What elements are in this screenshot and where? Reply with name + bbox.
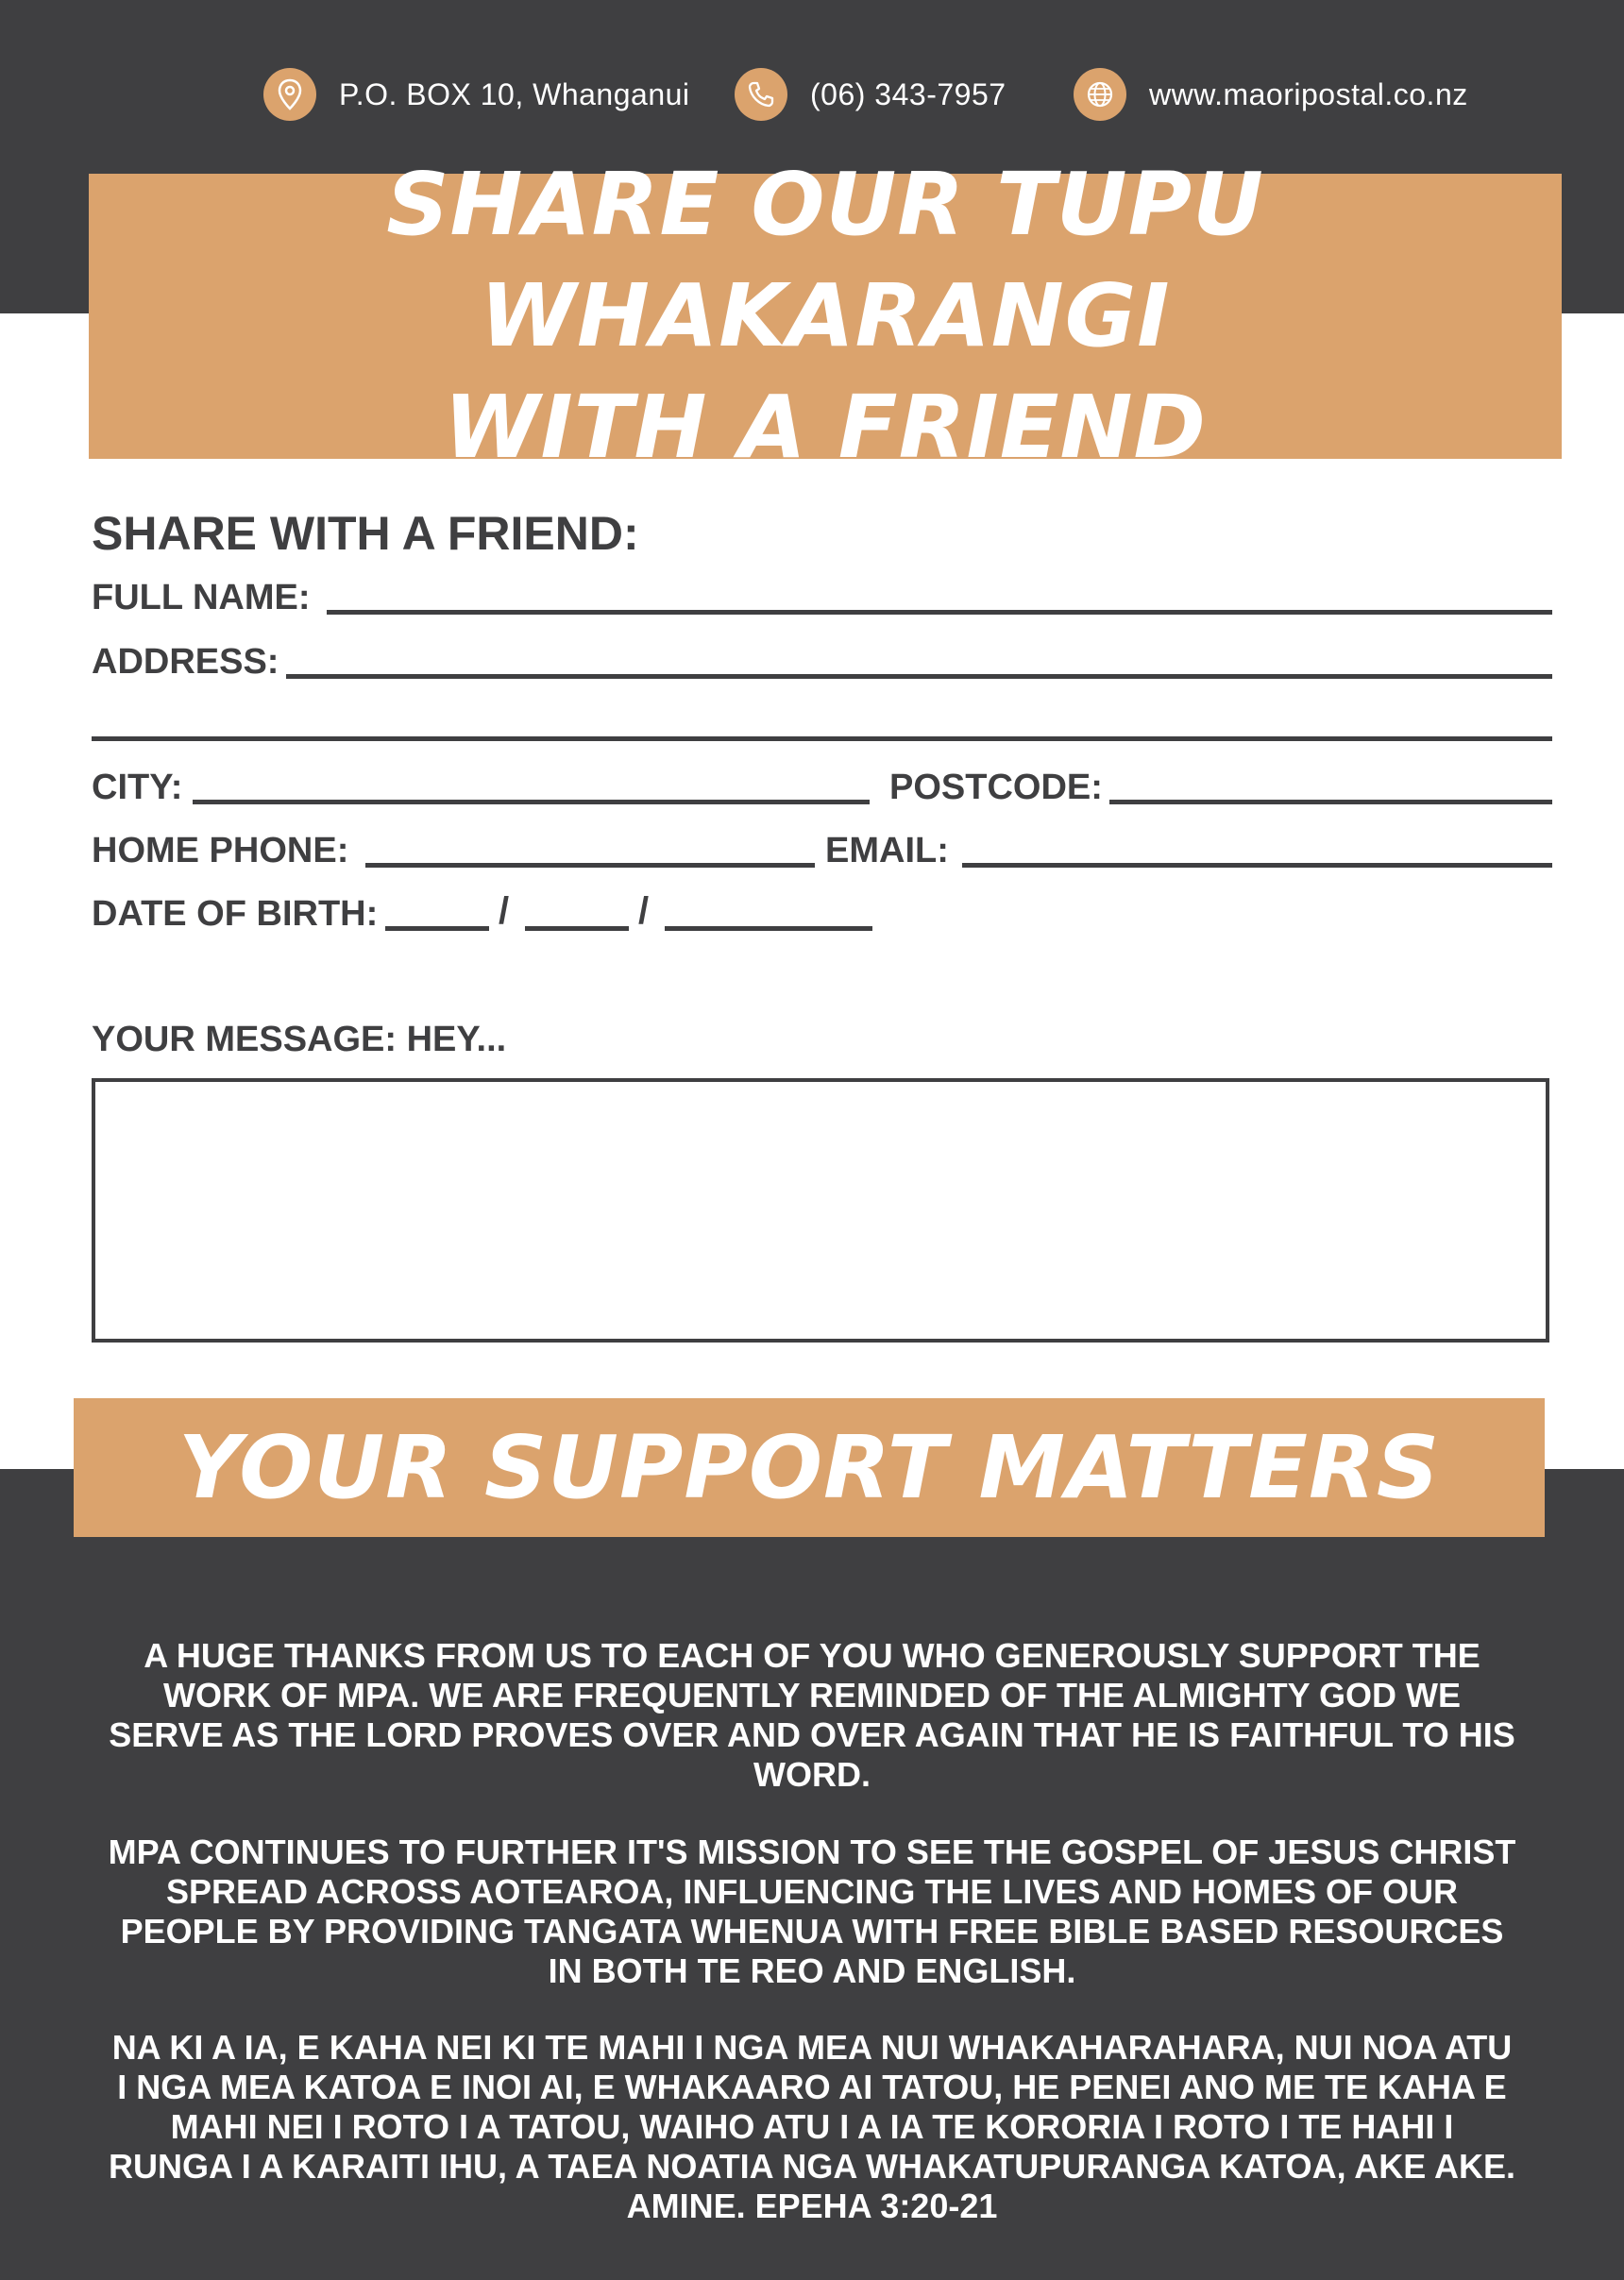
address-field-line2[interactable] — [92, 736, 1552, 741]
message-label: YOUR MESSAGE: HEY... — [92, 1020, 507, 1059]
address-text: P.O. BOX 10, Whanganui — [339, 76, 690, 111]
share-banner-line2: WITH A FRIEND — [444, 377, 1207, 478]
dob-label: DATE OF BIRTH: — [92, 894, 379, 934]
contact-phone — [735, 68, 1007, 121]
phone-icon — [735, 68, 787, 121]
support-banner — [74, 1398, 1545, 1537]
support-paragraph-3: NA KI A IA, E KAHA NEI KI TE MAHI I NGA MEA NUI WHAKAHARAHARA, NUI NOA ATU I NGA MEA KATOA E INOI AI, E WHAKAARO AI TATOU, HE PENEI ANO ME TE KAHA E MAHI NEI I ROTO I A TATOU, WAIHO ATU I A IA TE KORORIA I ROTO I TE HAHI I RUNGA I A KARAITI IHU, A TAEA NOATIA NGA WHAKATUPURANGA KATOA, AKE AKE. AMINE. EPEHA 3:20-21 — [109, 2028, 1515, 2225]
contact-address — [263, 68, 690, 121]
website-text: www.maoripostal.co.nz — [1149, 76, 1468, 111]
city-field[interactable] — [193, 800, 870, 804]
postcode-field[interactable] — [1109, 800, 1552, 804]
city-label: CITY: — [92, 768, 183, 807]
contact-website — [1074, 68, 1468, 121]
address-label: ADDRESS: — [92, 642, 279, 682]
email-label: EMAIL: — [825, 831, 949, 870]
support-paragraph-2: MPA CONTINUES TO FURTHER IT'S MISSION TO SEE THE GOSPEL OF JESUS CHRIST SPREAD ACROSS AOTEAROA, INFLUENCING THE LIVES AND HOMES OF OUR PEOPLE BY PROVIDING TANGATA WHENUA WITH FREE BIBLE BASED RESOURCES IN BOTH TE REO AND ENGLISH. — [108, 1832, 1516, 1990]
email-field[interactable] — [962, 863, 1552, 868]
share-banner-line1: SHARE OUR TUPU WHAKARANGI — [386, 154, 1264, 366]
globe-icon — [1074, 68, 1126, 121]
location-pin-icon — [263, 68, 316, 121]
dob-month-field[interactable] — [525, 926, 629, 931]
dob-separator-1: / — [499, 890, 510, 932]
message-textarea[interactable] — [92, 1078, 1549, 1343]
full-name-field[interactable] — [327, 610, 1552, 615]
support-banner-title: YOUR SUPPORT MATTERS — [178, 1416, 1441, 1518]
dob-day-field[interactable] — [385, 926, 489, 931]
phone-text: (06) 343-7957 — [810, 76, 1007, 111]
support-paragraph-1: A HUGE THANKS FROM US TO EACH OF YOU WHO GENEROUSLY SUPPORT THE WORK OF MPA. WE ARE FREQUENTLY REMINDED OF THE ALMIGHTY GOD WE SERVE AS THE LORD PROVES OVER AND OVER AGAIN THAT HE IS FAITHFUL TO HIS WORD. — [109, 1636, 1515, 1794]
home-phone-field[interactable] — [365, 863, 815, 868]
address-field[interactable] — [286, 674, 1552, 679]
postcode-label: POSTCODE: — [889, 768, 1103, 807]
home-phone-label: HOME PHONE: — [92, 831, 349, 870]
share-banner — [89, 154, 1562, 478]
dob-separator-2: / — [638, 890, 650, 932]
dob-year-field[interactable] — [665, 926, 872, 931]
full-name-label: FULL NAME: — [92, 578, 311, 617]
form-heading: SHARE WITH A FRIEND: — [92, 507, 639, 560]
